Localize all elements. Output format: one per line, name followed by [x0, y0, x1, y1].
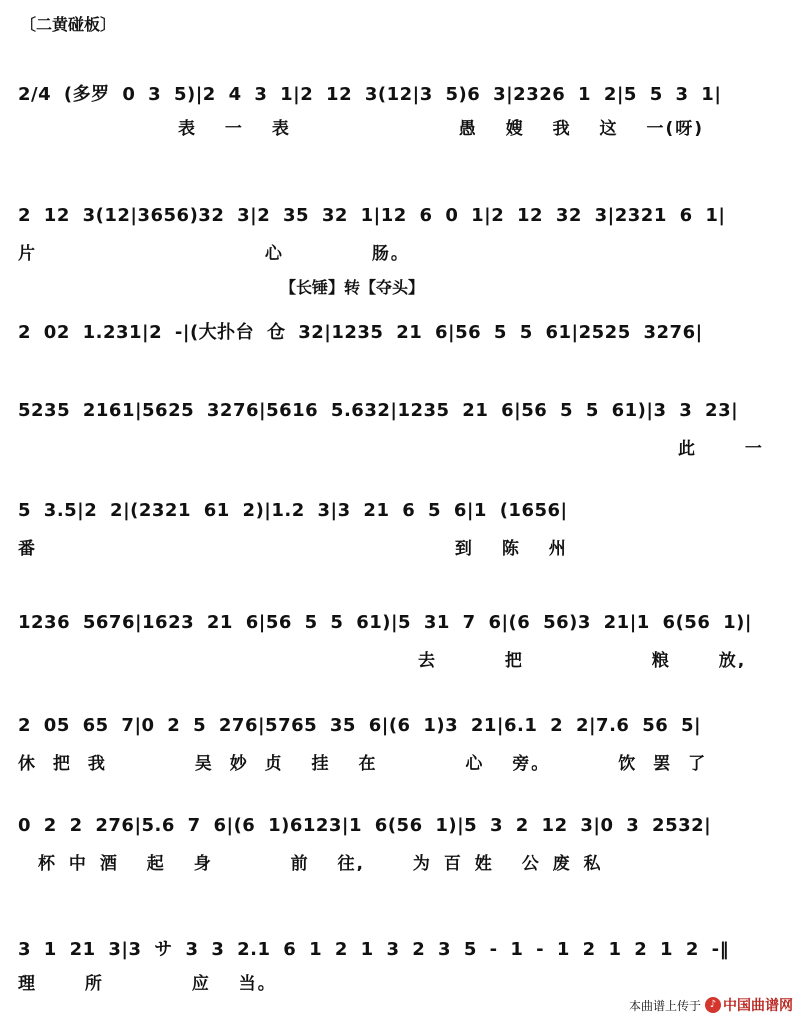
notes-line: 5235 2161|5625 3276|5616 5.632|1235 21 6|56 5 5 61)|3 3 23|	[18, 400, 739, 421]
notes-line: 2 02 1.231|2 -|(大扑台 仓 32|1235 21 6|56 5 5 61|2525 3276|	[18, 322, 703, 343]
lyric: 理	[18, 974, 37, 991]
lyric: 应	[191, 974, 211, 991]
lyric: 陈	[501, 539, 521, 556]
lyric: 当。	[238, 974, 277, 991]
lyric: 杯	[38, 854, 57, 871]
lyric: 挂	[311, 754, 331, 771]
notes-line: 1236 5676|1623 21 6|56 5 5 61)|5 31 7 6|(6 56)3 21|1 6(56 1)|	[18, 612, 752, 633]
notes-line: 2 12 3(12|3656)32 3|2 35 32 1|12 6 0 1|2 12 32 3|2321 6 1|	[18, 205, 726, 226]
lyric: 姓	[474, 854, 494, 871]
lyric: 所	[84, 974, 104, 991]
lyric: 我	[552, 119, 572, 136]
lyric: 私	[583, 854, 603, 871]
section-label: 【长锤】转【夺头】	[280, 278, 425, 297]
lyric: 此	[678, 439, 697, 456]
lyric: 片	[18, 244, 37, 261]
site-logo[interactable]	[705, 995, 793, 1015]
footer-text: 本曲谱上传于	[628, 998, 701, 1013]
tune-title: 〔二黄碰板〕	[20, 15, 117, 34]
lyric: 这	[599, 119, 619, 136]
lyric: 休	[18, 754, 37, 771]
lyric: 在	[358, 754, 378, 771]
lyric: 百	[443, 854, 463, 871]
lyrics-line	[18, 534, 783, 556]
lyrics-line	[18, 434, 783, 456]
lyric: 往,	[337, 854, 365, 871]
lyric: 一	[744, 439, 764, 456]
lyric: 一	[224, 119, 244, 136]
logo-mark-icon: ♪	[705, 997, 721, 1013]
lyric: 罢	[653, 754, 673, 771]
system-6	[18, 612, 783, 668]
notes-line: 2 05 65 7|0 2 5 276|5765 35 6|(6 1)3 21|6.1 2 2|7.6 56 5|	[18, 715, 702, 736]
lyric: 前	[290, 854, 310, 871]
lyric: 起	[146, 854, 166, 871]
lyric: 了	[688, 754, 708, 771]
lyric: 为	[412, 854, 432, 871]
lyric: 心	[465, 754, 485, 771]
system-3	[18, 318, 783, 344]
lyrics-line	[18, 849, 783, 871]
lyric: 中	[68, 854, 88, 871]
lyric: 废	[552, 854, 572, 871]
lyric: 表	[178, 119, 197, 136]
system-1	[18, 80, 783, 136]
lyric: 粮	[651, 651, 671, 668]
lyric: 番	[18, 539, 37, 556]
lyrics-line	[18, 749, 783, 771]
lyrics-line	[18, 239, 783, 261]
lyric: 州	[548, 539, 568, 556]
lyrics-line	[18, 646, 783, 668]
lyric: 放,	[718, 651, 747, 668]
lyric: 把	[52, 754, 72, 771]
lyric: 身	[193, 854, 213, 871]
lyric: 到	[454, 539, 474, 556]
lyric: 嫂	[505, 119, 525, 136]
system-8	[18, 815, 783, 871]
lyric: 贞	[264, 754, 284, 771]
lyric: 心	[264, 244, 284, 261]
system-9	[18, 935, 783, 991]
lyrics-line	[18, 114, 783, 136]
lyric: 一(呀)	[646, 119, 704, 136]
lyric: 妙	[229, 754, 249, 771]
lyric: 旁。	[512, 754, 551, 771]
system-5	[18, 500, 783, 556]
lyric: 酒	[99, 854, 119, 871]
lyrics-line	[18, 969, 783, 991]
notes-line: 0 2 2 276|5.6 7 6|(6 1)6123|1 6(56 1)|5 3 2 12 3|0 3 2532|	[18, 815, 712, 836]
lyric: 把	[504, 651, 524, 668]
lyric: 表	[271, 119, 291, 136]
notes-line: 3 1 21 3|3 サ 3 3 2.1 6 1 2 1 3 2 3 5 - 1 - 1 2 1 2 1 2 -‖	[18, 939, 730, 960]
system-4	[18, 400, 783, 456]
lyric: 肠。	[371, 244, 410, 261]
lyric: 我	[87, 754, 107, 771]
lyric: 愚	[458, 119, 478, 136]
system-2	[18, 205, 783, 261]
logo-text: 中国曲谱网	[723, 998, 793, 1014]
footer	[629, 995, 793, 1015]
lyric: 去	[418, 651, 437, 668]
system-7	[18, 715, 783, 771]
lyric: 饮	[618, 754, 638, 771]
notes-line: 2/4 (多罗 0 3 5)|2 4 3 1|2 12 3(12|3 5)6 3|2326 1 2|5 5 3 1|	[18, 84, 722, 105]
notes-line: 5 3.5|2 2|(2321 61 2)|1.2 3|3 21 6 5 6|1 (1656|	[18, 500, 568, 521]
lyric: 公	[521, 854, 541, 871]
lyric: 吴	[194, 754, 214, 771]
